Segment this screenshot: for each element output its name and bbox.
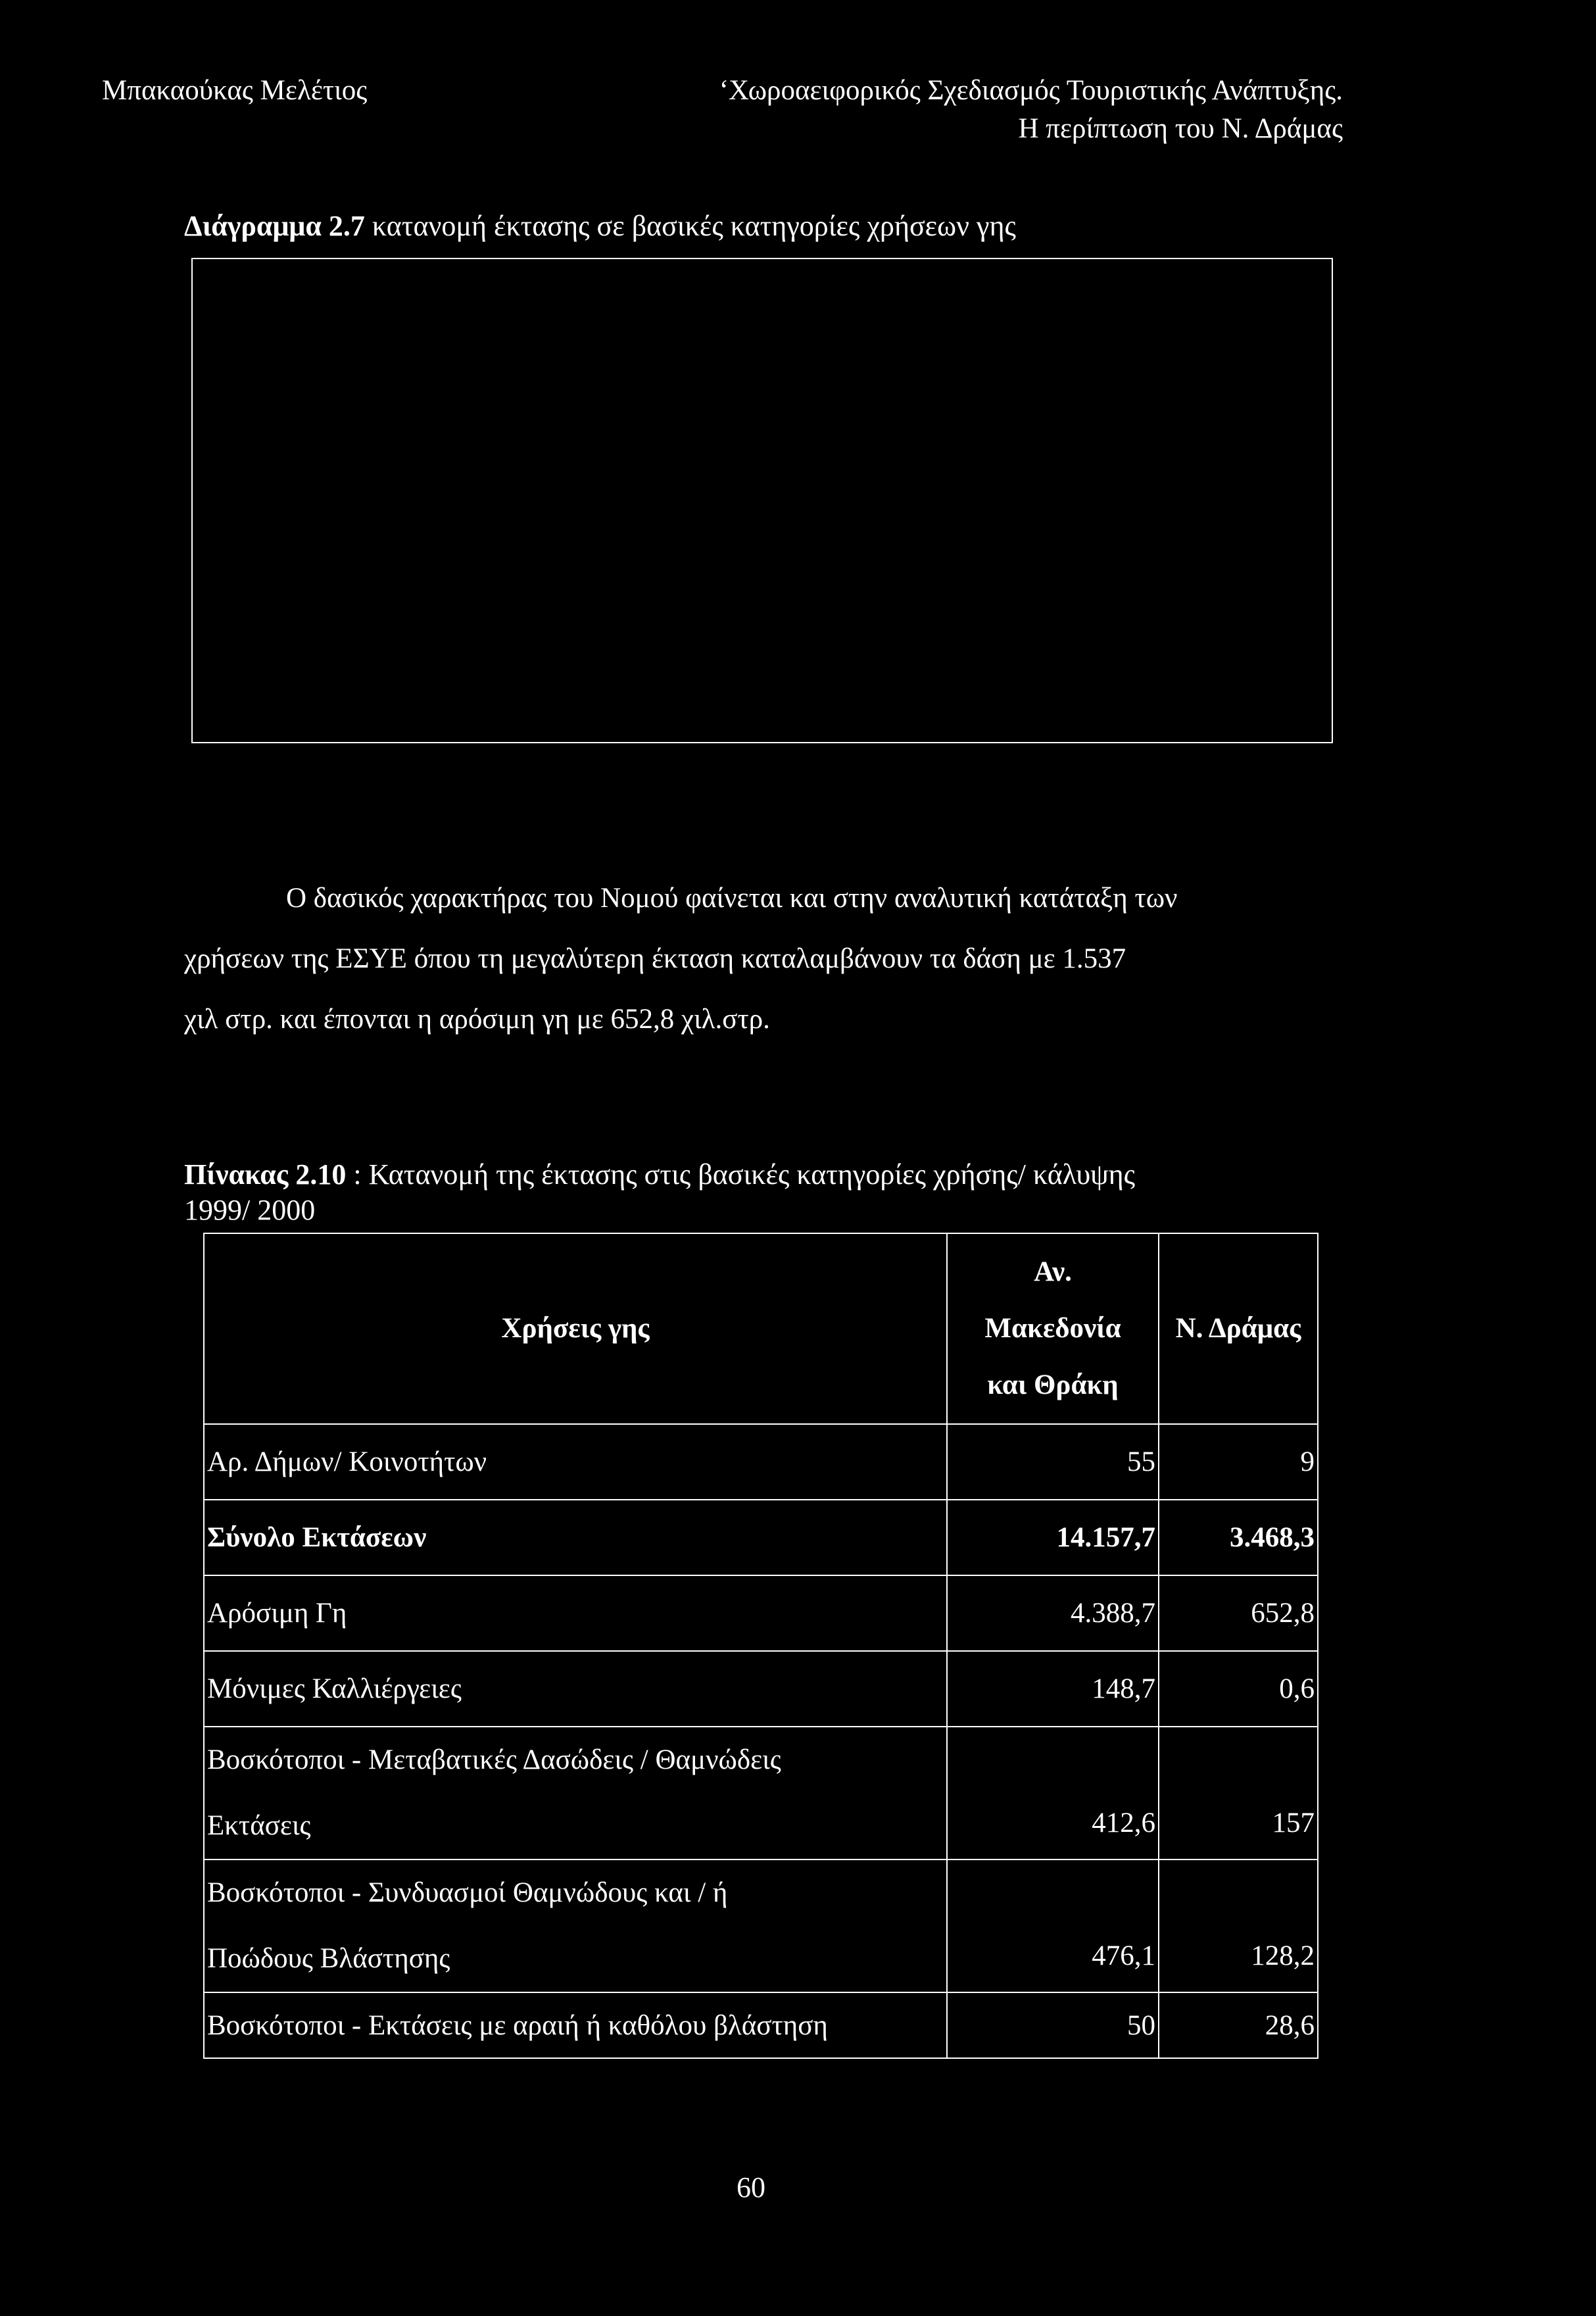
diagram-caption: [184, 209, 1016, 243]
header-author: Μπακαούκας Μελέτιος: [102, 75, 368, 106]
paragraph-line: Ο δασικός χαρακτήρας του Νομού φαίνεται και στην αναλυτική κατάταξη των: [286, 883, 1178, 914]
row-label: [204, 1727, 947, 1860]
land-use-table: [203, 1233, 1318, 2059]
table-header-row: [204, 1233, 1318, 1424]
row-label: Αρόσιμη Γη: [204, 1575, 947, 1651]
table-row: [204, 1575, 1318, 1651]
table-label: Πίνακας 2.10: [184, 1158, 347, 1191]
header-col2-line3: και Θράκη: [987, 1369, 1119, 1400]
header-subtitle: Η περίπτωση του Ν. Δράμας: [1018, 113, 1343, 144]
paragraph-line: χιλ στρ. και έπονται η αρόσιμη γη με 652,8 χιλ.στρ.: [184, 1004, 770, 1035]
header-east-macedonia-thrace: [947, 1233, 1159, 1424]
header-col2-line1: Αν.: [1034, 1256, 1072, 1287]
table-caption: [184, 1156, 1135, 1193]
paragraph-line: χρήσεων της ΕΣΥΕ όπου τη μεγαλύτερη έκταση καταλαμβάνουν τα δάση με 1.537: [184, 943, 1126, 974]
table-year: 1999/ 2000: [184, 1194, 316, 1226]
row-value-drama: 3.468,3: [1159, 1500, 1318, 1575]
row-label-line2: Ποώδους Βλάστησης: [207, 1943, 450, 1974]
diagram-frame: [191, 258, 1333, 743]
row-value-region: 148,7: [947, 1651, 1159, 1727]
table-row: [204, 1992, 1318, 2058]
row-value-region: 412,6: [947, 1727, 1159, 1860]
row-label-line1: Βοσκότοποι - Συνδυασμοί Θαμνώδους και / ή: [207, 1877, 728, 1908]
row-value-region: 50: [947, 1992, 1159, 2058]
row-value-drama: 157: [1159, 1727, 1318, 1860]
diagram-label: Διάγραμμα 2.7: [184, 210, 365, 242]
row-value-drama: 0,6: [1159, 1651, 1318, 1727]
page-number: 60: [737, 2171, 765, 2204]
diagram-caption-text: κατανομή έκτασης σε βασικές κατηγορίες χρήσεων γης: [364, 210, 1016, 242]
row-label: Βοσκότοποι - Εκτάσεις με αραιή ή καθόλου βλάστηση: [204, 1992, 947, 2058]
row-value-drama: 128,2: [1159, 1860, 1318, 1992]
table-row: [204, 1860, 1318, 1992]
row-label: Σύνολο Εκτάσεων: [204, 1500, 947, 1575]
row-value-region: 55: [947, 1424, 1159, 1500]
row-value-region: 4.388,7: [947, 1575, 1159, 1651]
row-label-line2: Εκτάσεις: [207, 1810, 311, 1841]
header-col2-line2: Μακεδονία: [984, 1313, 1121, 1344]
row-label-line1: Βοσκότοποι - Μεταβατικές Δασώδεις / Θαμνώδεις: [207, 1744, 781, 1775]
row-value-drama: 9: [1159, 1424, 1318, 1500]
table-row: [204, 1424, 1318, 1500]
row-value-region: 476,1: [947, 1860, 1159, 1992]
row-label: Αρ. Δήμων/ Κοινοτήτων: [204, 1424, 947, 1500]
body-paragraph: [184, 868, 1328, 1050]
row-value-drama: 28,6: [1159, 1992, 1318, 2058]
table-row: [204, 1727, 1318, 1860]
row-value-region: 14.157,7: [947, 1500, 1159, 1575]
row-value-drama: 652,8: [1159, 1575, 1318, 1651]
table-row: [204, 1500, 1318, 1575]
row-label: Μόνιμες Καλλιέργειες: [204, 1651, 947, 1727]
header-drama: Ν. Δράμας: [1159, 1233, 1318, 1424]
header-land-uses: Χρήσεις γης: [204, 1233, 947, 1424]
table-row: [204, 1651, 1318, 1727]
row-label: [204, 1860, 947, 1992]
table-caption-text: : Κατανομή της έκτασης στις βασικές κατηγορίες χρήσης/ κάλυψης: [346, 1158, 1136, 1191]
header-title: ‘Χωροαειφορικός Σχεδιασμός Τουριστικής Ανάπτυξης.: [719, 75, 1343, 106]
